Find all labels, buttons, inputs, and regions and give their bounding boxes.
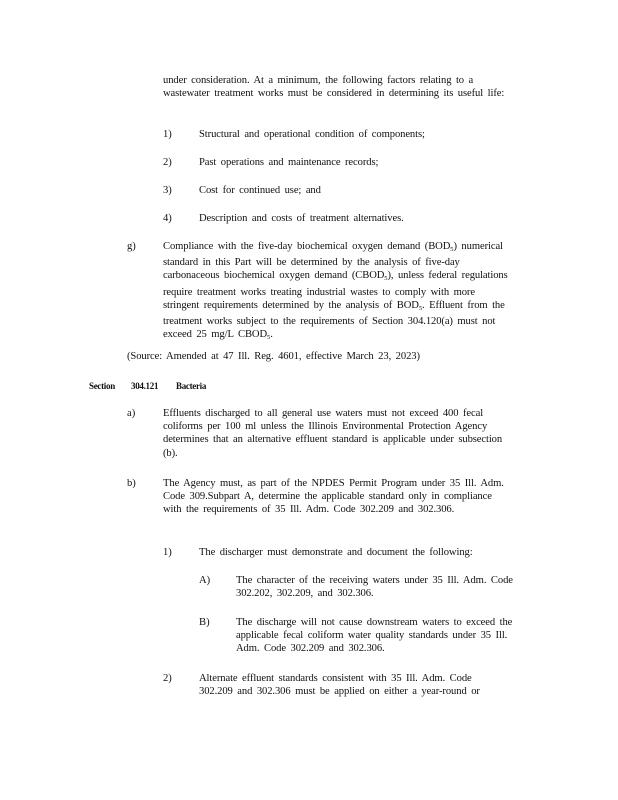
source-note: (Source: Amended at 47 Ill. Reg. 4601, effective March 23, 2023) (127, 351, 420, 362)
item-bB-label: B) (199, 617, 210, 628)
item-b1-label: 1) (163, 547, 172, 558)
item-b-paragraph: The Agency must, as part of the NPDES Permit Program under 35 Ill. Adm. Code 309.Subpart A, determine the applicable standard only in compliance with the requirements of 35 Ill. Adm. Code 302.209 and 302.306. (163, 478, 504, 516)
section-label: Section (89, 381, 115, 391)
subscript: 5 (450, 246, 454, 253)
intro-paragraph: under consideration. At a minimum, the following factors relating to a wastewater treatment works must be considered in determining its useful life: (163, 75, 505, 100)
item-g-text-part: ), unless federal regulations require treatment works treating industrial wastes to comply with more stringent requirements determined by the analysis of BOD (163, 270, 508, 311)
section-title: Bacteria (176, 381, 207, 391)
item-g-text-part: Compliance with the five-day biochemical oxygen demand (BOD (163, 241, 451, 252)
factor-text: Cost for continued use; and (199, 185, 321, 196)
factor-number: 2) (163, 157, 172, 168)
section-number: 304.121 (131, 381, 159, 391)
item-g-label: g) (127, 241, 136, 252)
item-g-paragraph (163, 240, 513, 344)
item-b-label: b) (127, 478, 136, 489)
factor-number: 4) (163, 213, 172, 224)
item-g-text-part: ) numerical standard in this Part will be determined by the analysis of five-day carbonaceous biochemical oxygen demand (CBOD (163, 241, 503, 282)
factor-number: 3) (163, 185, 172, 196)
factor-text: Structural and operational condition of components; (199, 129, 425, 140)
item-g-text-part: . (270, 329, 273, 341)
item-bA-label: A) (199, 575, 211, 586)
item-g-text-part: . Effluent from the treatment works subject to the requirements of Section 304.120(a) must not exceed 25 mg/L CBOD (163, 299, 505, 341)
item-b1-paragraph: The discharger must demonstrate and document the following: (199, 547, 473, 558)
subscript: 5 (267, 334, 271, 342)
item-bA-paragraph: The character of the receiving waters under 35 Ill. Adm. Code 302.202, 302.209, and 302.306. (236, 575, 513, 600)
factor-text: Past operations and maintenance records; (199, 157, 379, 168)
item-bB-paragraph: The discharge will not cause downstream waters to exceed the applicable fecal coliform water quality standards under 35 Ill. Adm. Code 302.209 and 302.306. (236, 617, 513, 655)
item-a-label: a) (127, 408, 136, 419)
factor-number: 1) (163, 129, 172, 140)
subscript: 5 (384, 275, 388, 283)
item-b2-label: 2) (163, 673, 172, 684)
factor-text: Description and costs of treatment alternatives. (199, 213, 404, 224)
item-b2-paragraph: Alternate effluent standards consistent with 35 Ill. Adm. Code 302.209 and 302.306 must be applied on either a year-round or (199, 673, 480, 698)
subscript: 5 (418, 304, 422, 312)
item-a-paragraph: Effluents discharged to all general use waters must not exceed 400 fecal coliforms per 100 ml unless the Illinois Environmental Protection Agency determines that an alternative effluent standard is applicable under subsection (b). (163, 408, 503, 459)
